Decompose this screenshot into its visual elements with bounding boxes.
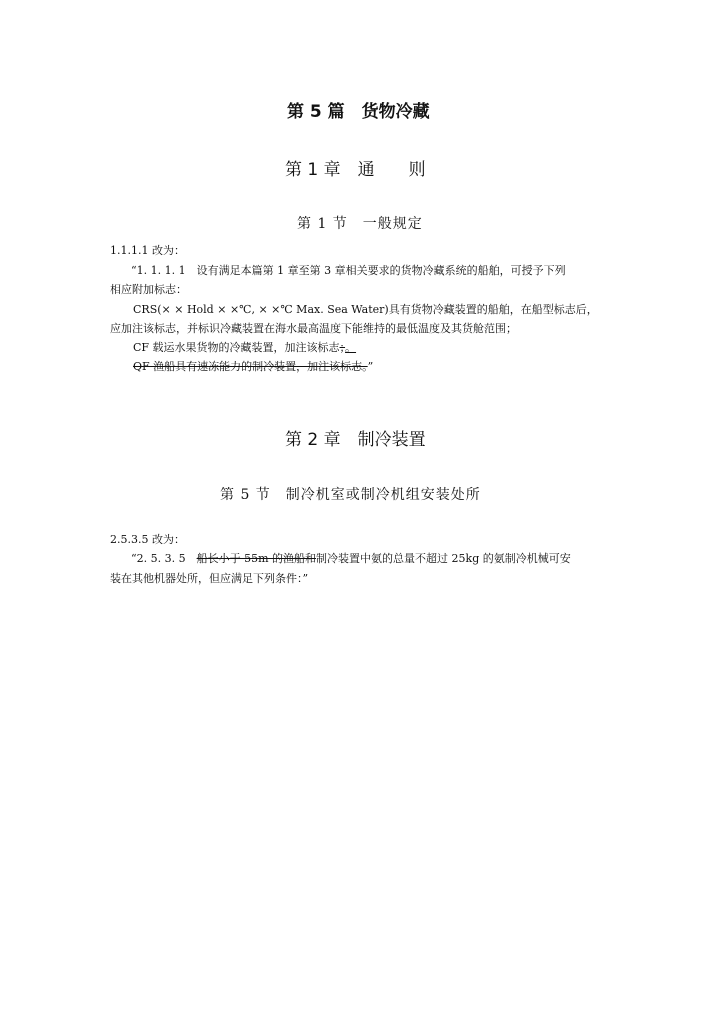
- deleted-text: QF 渔船具有速冻能力的制冷装置，加注该标志。: [133, 360, 368, 373]
- closing-quote: ”: [367, 360, 374, 373]
- deleted-text: 船长小于 55m 的渔船和: [196, 552, 317, 565]
- paragraph-line: CRS(× × Hold × ×℃, × ×℃ Max. Sea Water)具有货物冷藏装置的船舶，在船型标志后，: [133, 303, 598, 316]
- item-ref-1-1-1-1: 1.1.1.1 改为：: [110, 244, 185, 257]
- paragraph-line: 相应附加标志：: [110, 283, 187, 296]
- section-5-heading: 第 5 节 制冷机室或制冷机组安装处所: [220, 487, 481, 503]
- section-1-heading: 第 1 节 一般规定: [297, 216, 423, 232]
- deleted-text: ；: [339, 341, 346, 354]
- chapter-2-title: 第 2 章 制冷装置: [285, 430, 426, 450]
- chapter-1-title: 第 1 章 通 则: [285, 160, 426, 180]
- part-title: 第 5 篇 货物冷藏: [287, 102, 430, 122]
- item-number: “2. 5. 3. 5: [131, 552, 197, 565]
- paragraph-line: 应加注该标志，并标识冷藏装置在海水最高温度下能维持的最低温度及其货舱范围；: [110, 322, 517, 335]
- paragraph-line: 装在其他机器处所，但应满足下列条件：”: [110, 572, 309, 585]
- paragraph-line: “1. 1. 1. 1 设有满足本篇第 1 章至第 3 章相关要求的货物冷藏系统的船舶，可授予下列: [131, 264, 566, 277]
- paragraph-line-cf: [133, 341, 356, 355]
- paragraph-line: [131, 552, 571, 566]
- paragraph-line-qf: [133, 360, 373, 374]
- inserted-text: 。: [345, 341, 357, 354]
- cf-text: CF 载运水果货物的冷藏装置，加注该标志: [133, 341, 340, 354]
- item-text: 制冷装置中氨的总量不超过 25kg 的氨制冷机械可安: [316, 552, 571, 565]
- item-ref-2-5-3-5: 2.5.3.5 改为：: [110, 533, 185, 546]
